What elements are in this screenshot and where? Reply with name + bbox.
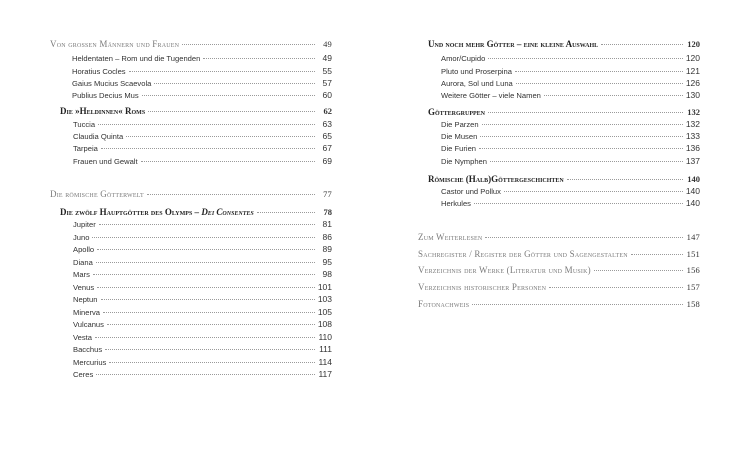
- dot-leader: [474, 203, 683, 204]
- dot-leader: [126, 136, 315, 137]
- page-number: 158: [686, 299, 700, 309]
- dot-leader: [516, 83, 683, 84]
- dot-leader: [96, 374, 315, 375]
- dot-leader: [488, 112, 683, 113]
- dot-leader: [97, 287, 315, 288]
- toc-title: Publius Decius Mus: [72, 91, 139, 100]
- toc-title: Verzeichnis der Werke (Literatur und Musik): [418, 265, 591, 275]
- dot-leader: [479, 148, 683, 149]
- page-number: 120: [685, 53, 700, 63]
- dot-leader: [101, 299, 315, 300]
- toc-title: Von grossen Männern und Frauen: [50, 39, 180, 49]
- dot-leader: [93, 274, 315, 275]
- toc-title: Jupiter: [73, 220, 96, 229]
- page-number: 111: [319, 344, 332, 354]
- dot-leader: [182, 44, 315, 45]
- toc-title: Die Nymphen: [441, 157, 488, 166]
- toc-entry[interactable]: [72, 53, 332, 66]
- dot-leader: [141, 161, 315, 162]
- page-number: 77: [323, 189, 332, 199]
- dot-leader: [504, 191, 683, 192]
- toc-title: Göttergruppen: [428, 107, 486, 117]
- toc-title: Weitere Götter – viele Namen: [441, 91, 541, 100]
- dot-leader: [96, 262, 315, 263]
- page-number: 62: [323, 106, 332, 116]
- page-number: 117: [318, 369, 332, 379]
- dot-leader: [95, 337, 315, 338]
- dot-leader: [148, 111, 315, 112]
- toc-title: Vulcanus: [73, 320, 104, 329]
- toc-section-heading[interactable]: [50, 39, 332, 52]
- toc-subheading[interactable]: [60, 106, 332, 119]
- page-number: 86: [322, 232, 332, 242]
- toc-title: Tarpeia: [73, 144, 98, 153]
- page-number: 55: [322, 66, 332, 76]
- toc-title: Ceres: [73, 370, 94, 379]
- toc-title: Die römische Götterwelt: [50, 189, 144, 199]
- dot-leader: [482, 124, 683, 125]
- dot-leader: [257, 212, 315, 213]
- toc-title: Heldentaten – Rom und die Tugenden: [72, 54, 201, 63]
- toc-back-matter[interactable]: [418, 232, 700, 245]
- page-number: 98: [322, 269, 332, 279]
- toc-title: Sachregister / Register der Götter und Sagengestalten: [418, 249, 628, 259]
- toc-title: Castor und Pollux: [441, 187, 501, 196]
- toc-title: Die Parzen: [441, 120, 479, 129]
- toc-title: Minerva: [73, 308, 101, 317]
- toc-title: Diana: [73, 258, 93, 267]
- page-number: 60: [322, 90, 332, 100]
- toc-entry[interactable]: [73, 219, 332, 232]
- dot-leader: [103, 312, 315, 313]
- toc-title: [60, 207, 254, 217]
- toc-title: Neptun: [73, 295, 98, 304]
- toc-title: Die Musen: [441, 132, 478, 141]
- toc-entry[interactable]: [72, 90, 332, 103]
- page-number: 121: [685, 66, 700, 76]
- toc-entry[interactable]: [73, 344, 332, 357]
- toc-section-heading[interactable]: [50, 189, 332, 202]
- toc-title: Mars: [73, 270, 90, 279]
- page-number: 63: [322, 119, 332, 129]
- toc-subheading[interactable]: [428, 39, 700, 52]
- dot-leader: [515, 71, 683, 72]
- page-number: 49: [322, 53, 332, 63]
- page-number: 105: [317, 307, 332, 317]
- dot-leader: [544, 95, 683, 96]
- toc-back-matter[interactable]: [418, 265, 700, 278]
- page-number: 130: [685, 90, 700, 100]
- page-number: 136: [685, 143, 700, 153]
- toc-title-italic: Dei Consentes: [201, 207, 254, 217]
- dot-leader: [105, 349, 315, 350]
- toc-title: Fotonachweis: [418, 299, 470, 309]
- page-number: 114: [318, 357, 332, 367]
- page-number: 110: [318, 332, 332, 342]
- dot-leader: [92, 237, 315, 238]
- page-number: 69: [322, 156, 332, 166]
- toc-title: Frauen und Gewalt: [73, 157, 138, 166]
- dot-leader: [490, 161, 683, 162]
- toc-entry[interactable]: [73, 269, 332, 282]
- toc-title: Horatius Cocles: [72, 67, 126, 76]
- toc-entry[interactable]: [73, 244, 332, 257]
- dot-leader: [154, 83, 315, 84]
- page-number: 133: [685, 131, 700, 141]
- toc-back-matter[interactable]: [418, 249, 700, 262]
- page-number: 101: [317, 282, 332, 292]
- page-number: 108: [317, 319, 332, 329]
- toc-title: Herkules: [441, 199, 471, 208]
- page-number: 132: [687, 107, 700, 117]
- toc-title: Bacchus: [73, 345, 103, 354]
- toc-title: Pluto und Proserpina: [441, 67, 512, 76]
- page-number: 67: [322, 143, 332, 153]
- toc-entry[interactable]: [73, 319, 332, 332]
- toc-entry[interactable]: [441, 198, 700, 211]
- toc-entry[interactable]: [73, 156, 332, 169]
- page-number: 120: [687, 39, 700, 49]
- dot-leader: [594, 270, 683, 271]
- toc-title: Römische (Halb)Göttergeschichten: [428, 174, 564, 184]
- dot-leader: [98, 124, 315, 125]
- page-number: 81: [322, 219, 332, 229]
- dot-leader: [109, 362, 315, 363]
- page-number: 140: [685, 198, 700, 208]
- dot-leader: [480, 136, 683, 137]
- page-number: 126: [685, 78, 700, 88]
- dot-leader: [129, 71, 315, 72]
- page-number: 132: [685, 119, 700, 129]
- page-number: 49: [323, 39, 332, 49]
- dot-leader: [97, 249, 315, 250]
- toc-entry[interactable]: [441, 143, 700, 156]
- toc-title: Vesta: [73, 333, 92, 342]
- dot-leader: [488, 58, 682, 59]
- toc-title-main: Die zwölf Hauptgötter des Olymps –: [60, 207, 202, 217]
- toc-entry[interactable]: [73, 294, 332, 307]
- dot-leader: [147, 194, 315, 195]
- toc-title: Und noch mehr Götter – eine kleine Auswahl: [428, 39, 599, 49]
- toc-title: Apollo: [73, 245, 95, 254]
- toc-title: Die Furien: [441, 144, 477, 153]
- toc-title: Gaius Mucius Scaevola: [72, 79, 152, 88]
- page-number: 140: [685, 186, 700, 196]
- toc-title: Tuccia: [73, 120, 96, 129]
- page-number: 157: [686, 282, 700, 292]
- page-number: 137: [685, 156, 700, 166]
- toc-entry[interactable]: [441, 156, 700, 169]
- toc-title: Amor/Cupido: [441, 54, 486, 63]
- toc-title: Aurora, Sol und Luna: [441, 79, 513, 88]
- toc-entry[interactable]: [441, 53, 700, 66]
- toc-title: Venus: [73, 283, 95, 292]
- page-number: 89: [322, 244, 332, 254]
- page-number: 156: [686, 265, 700, 275]
- dot-leader: [485, 237, 683, 238]
- page-number: 140: [687, 174, 700, 184]
- dot-leader: [601, 44, 683, 45]
- toc-entry[interactable]: [441, 90, 700, 103]
- toc-entry[interactable]: [73, 369, 332, 382]
- page-number: 78: [323, 207, 332, 217]
- toc-title: Mercurius: [73, 358, 107, 367]
- toc-title: Verzeichnis historischer Personen: [418, 282, 547, 292]
- page-number: 103: [317, 294, 332, 304]
- toc-title: Die »Heldinnen« Roms: [60, 106, 146, 116]
- toc-entry[interactable]: [73, 143, 332, 156]
- dot-leader: [631, 254, 683, 255]
- page-number: 57: [322, 78, 332, 88]
- page-number: 147: [686, 232, 700, 242]
- dot-leader: [567, 179, 683, 180]
- dot-leader: [142, 95, 315, 96]
- dot-leader: [203, 58, 315, 59]
- toc-back-matter[interactable]: [418, 299, 700, 312]
- toc-back-matter[interactable]: [418, 282, 700, 295]
- dot-leader: [99, 224, 315, 225]
- page-number: 65: [322, 131, 332, 141]
- dot-leader: [107, 324, 315, 325]
- toc-title: Claudia Quinta: [73, 132, 124, 141]
- dot-leader: [472, 304, 683, 305]
- toc-title: Juno: [73, 233, 90, 242]
- dot-leader: [101, 148, 315, 149]
- page-number: 151: [686, 249, 700, 259]
- toc-title: Zum Weiterlesen: [418, 232, 483, 242]
- page-number: 95: [322, 257, 332, 267]
- dot-leader: [549, 287, 683, 288]
